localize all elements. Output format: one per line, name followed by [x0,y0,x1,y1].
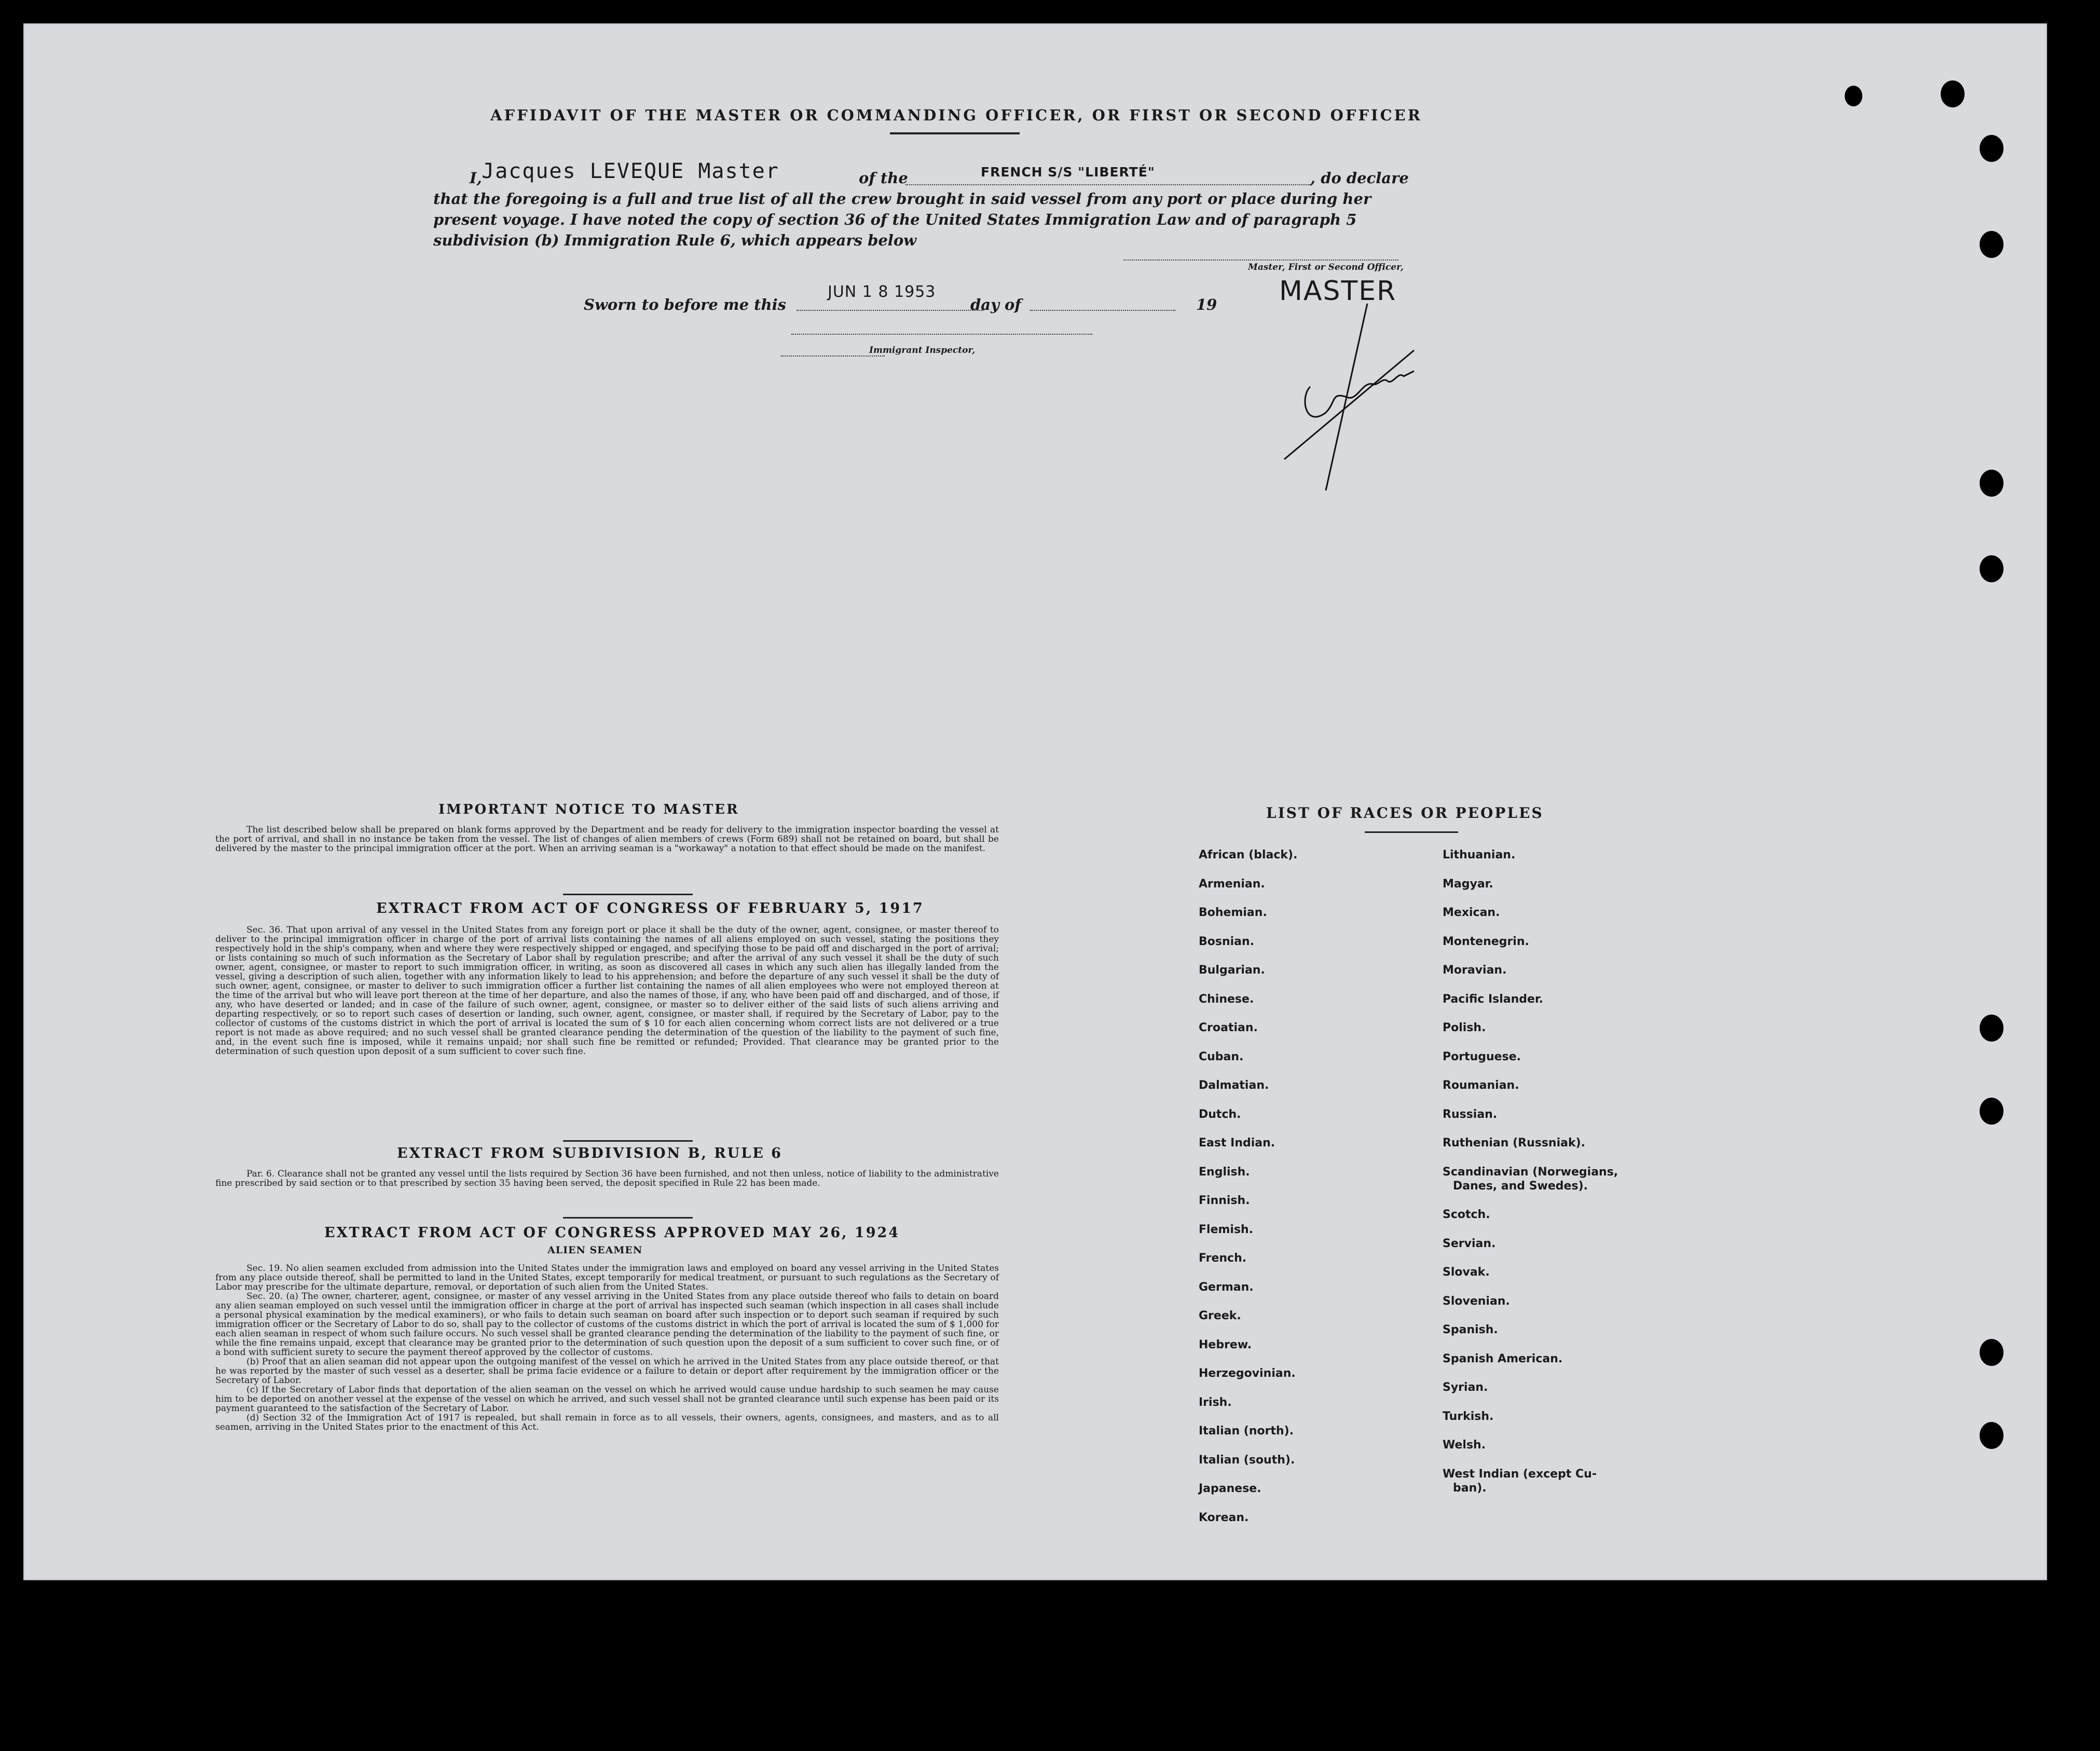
race-item: Herzegovinian. [1199,1367,1296,1380]
declaration-line-2: that the foregoing is a full and true list of all the crew brought in said vessel from any port or place during her [433,190,1371,208]
race-item: English. [1199,1165,1250,1179]
race-item: German. [1199,1280,1254,1294]
race-item: Flemish. [1199,1223,1254,1236]
punch-hole [1980,470,2003,497]
race-item: Magyar. [1443,877,1493,891]
race-item: Italian (south). [1199,1453,1295,1467]
extract-1924-paragraph: Sec. 19. No alien seamen excluded from admission into the United States under the immigration laws and employed on board any vessel arriving in the United States from any place outside thereof, shall be permitted to land in the United States, except temporarily for medical treatment, or pursuant to such regulations as the Secretary of Labor may prescribe for the ultimate departure, removal, or deportation of such alien from the United States. [215,1263,999,1292]
typed-master-name: Jacques LEVEQUE Master [482,159,779,183]
extract-1924-paragraph: (b) Proof that an alien seaman did not appear upon the outgoing manifest of the vessel on which he arrived in the United States from any place outside thereof, or that he was reported by the master of such vessel as a deserter, shall be prima facie evidence or a failure to detain or deport after requirement by the immigration officer or the Secretary of Labor. [215,1357,999,1386]
race-item: Montenegrin. [1443,935,1529,948]
punch-hole [1980,1098,2003,1125]
race-item: African (black). [1199,849,1298,861]
race-item: Chinese. [1199,992,1254,1006]
race-item: Turkish. [1443,1410,1494,1423]
day-of-label: day of [970,296,1021,313]
year-prefix: 19 [1196,296,1217,313]
of-the-label: of the [859,169,908,187]
sworn-label: Sworn to before me this [584,296,786,313]
race-item: Syrian. [1443,1381,1488,1394]
declaration-line-3: present voyage. I have noted the copy of section 36 of the United States Immigration Law and of paragraph 5 [433,211,1357,228]
punch-hole [1941,80,1965,107]
race-item: Dutch. [1199,1107,1241,1121]
master-signature [1258,293,1435,490]
punch-hole [1980,1339,2003,1366]
race-item: Slovak. [1443,1266,1490,1279]
extract-1924-body [215,1264,999,1432]
inspector-signature-line [791,334,1092,335]
extract-1924-paragraph: (d) Section 32 of the Immigration Act of 1917 is repealed, but shall remain in force as to all vessels, their owners, agents, consignees, and masters, and as to all seamen, arriving in the United States prior to the enactment of this Act. [215,1413,999,1432]
punch-hole [1980,1015,2003,1042]
race-item: Bohemian. [1199,906,1267,919]
race-item: Roumanian. [1443,1079,1519,1092]
extract-1924-paragraph: (c) If the Secretary of Labor finds that deportation of the alien seaman on the vessel on which he arrived would cause undue hardship to such seamen he may cause him to be deported on another vessel at the expense of the vessel on which he arrived, and such vessel shall not be granted clearance until such expense has been paid or its payment guaranteed to the satisfaction of the Secretary of Labor. [215,1385,999,1414]
race-item: Greek. [1199,1309,1241,1322]
race-item: Bosnian. [1199,935,1255,948]
rule6-heading: EXTRACT FROM SUBDIVISION B, RULE 6 [397,1145,783,1161]
race-item: Hebrew. [1199,1338,1252,1351]
race-item: Moravian. [1443,964,1507,977]
race-item: Pacific Islander. [1443,992,1544,1006]
race-item: East Indian. [1199,1137,1275,1150]
rule6-text: Par. 6. Clearance shall not be granted any vessel until the lists required by Section 36 have been furnished, and not then unless, notice of liability to the administrative fine prescribed by said section or to that prescribed by section 35 having been served, the deposit specified in Rule 22 has been made. [215,1169,999,1188]
race-item: Bulgarian. [1199,964,1265,977]
races-rule [1365,831,1458,833]
race-item: French. [1199,1252,1247,1265]
race-item: Japanese. [1199,1482,1261,1495]
extract-1917-rule [563,1140,693,1142]
race-item: Portuguese. [1443,1050,1521,1063]
extract-1924-paragraph: Sec. 20. (a) The owner, charterer, agent, consignee, or master of any vessel arriving in the United States from any place outside thereof who fails to detain on board any alien seaman employed on such vessel until the immigration officer in charge at the port of arrival has inspected such seaman (which inspection in all cases shall include a personal physical examination by the medical examiners), or who fails to detain such seaman on board after such inspection or to deport such seaman if required by such immigration officer or the Secretary of Labor to do so, shall pay to the collector of customs of the customs district in which the port of arrival is located the sum of $ 1,000 for each alien seaman in respect of whom such failure occurs. No such vessel shall be granted clearance pending the determination of the liability to the payment of such fine, or while the fine remains unpaid, except that clearance may be granted prior to the determination of such question upon the deposit of a sum sufficient to cover such fine, or of a bond with sufficient surety to secure the payment thereof approved by the collector of customs. [215,1291,999,1358]
master-stamp: MASTER [1279,276,1397,307]
rule6-rule [563,1217,693,1219]
punch-hole [1980,555,2003,582]
date-line [797,310,983,311]
punch-hole [1980,231,2003,258]
inspector-caption: Immigrant Inspector, [869,345,976,355]
punch-hole [1980,1422,2003,1449]
inspector-line [781,355,885,357]
race-item: Polish. [1443,1021,1486,1034]
races-heading: LIST OF RACES OR PEOPLES [1266,804,1544,822]
notice-heading: IMPORTANT NOTICE TO MASTER [438,802,739,817]
race-item: Ruthenian (Russniak). [1443,1137,1586,1150]
race-item: Irish. [1199,1396,1232,1409]
declaration-line-4: subdivision (b) Immigration Rule 6, which appears below [433,231,917,249]
do-declare-label: , do declare [1310,169,1409,187]
race-item: Lithuanian. [1443,849,1516,861]
race-item: ban). [1453,1481,1487,1495]
race-item: Spanish. [1443,1323,1498,1336]
pronoun: I, [470,169,482,187]
race-item: Cuban. [1199,1050,1244,1063]
race-item: Russian. [1443,1107,1498,1121]
race-item: Spanish American. [1443,1352,1563,1365]
vessel-name: FRENCH S/S "LIBERTÉ" [981,165,1155,180]
race-item: Mexican. [1443,906,1500,919]
race-item: Servian. [1443,1237,1496,1250]
race-item: Welsh. [1443,1439,1486,1452]
race-item: Scotch. [1443,1208,1490,1221]
race-item: Slovenian. [1443,1294,1510,1308]
heading-rule [890,132,1020,134]
officer-caption: Master, First or Second Officer, [1248,262,1404,272]
officer-line [1123,259,1398,261]
notice-text: The list described below shall be prepared on blank forms approved by the Department and be ready for delivery to the immigration inspector boarding the vessel at the port of arrival, and shall in no instance be taken from the vessel. The list of changes of alien members of crews (Form 689) shall not be retained on board, but shall be delivered by the master to the principal immigration officer at the port. When an arriving seaman is a "workaway" a notation to that effect should be made on the manifest. [215,825,999,854]
race-item: Scandinavian (Norwegians, [1443,1165,1618,1179]
month-line [1030,310,1175,311]
extract-1924-heading: EXTRACT FROM ACT OF CONGRESS APPROVED MAY 26, 1924 [324,1225,900,1241]
race-item: Finnish. [1199,1194,1250,1207]
date-stamp: JUN 1 8 1953 [828,283,936,301]
notice-rule [563,894,693,895]
punch-hole [1980,135,2003,162]
extract-1917-text: Sec. 36. That upon arrival of any vessel in the United States from any foreign port or place it shall be the duty of the owner, agent, consignee, or master thereof to deliver to the principal immigration officer in charge of the port of arrival lists containing the names of all aliens employed on such vessel, stating the positions they respectively hold in the ship's company, when and where they were respectively shipped or engaged, and specifying those to be paid off and discharged in the port of arrival; or lists containing so much of such information as the Secretary of Labor shall by regulation prescribe; and after the arrival of any such vessel it shall be the duty of such owner, agent, consignee, or master to report to such immigration officer, in writing, as soon as discovered all cases in which any such alien has illegally landed from the vessel, giving a description of such alien, together with any information likely to lead to his apprehension; and before the departure of any such vessel it shall be the duty of such owner, agent, consignee, or master to deliver to such immigration officer a further list containing the names of all alien employees who were not employed thereon at the time of the arrival but who will leave port thereon at the time of her departure, and also the names of those, if any, who have been paid off and discharged, and of those, if any, who have deserted or landed; and in case of the failure of such owner, agent, consignee, or master so to deliver either of the said lists of such aliens arriving and departing respectively, or so to report such cases of desertion or landing, such owner, agent, consignee, or master shall, if required by the Secretary of Labor, pay to the collector of customs of the customs district in which the port of arrival is located the sum of $ 10 for each alien concerning whom correct lists are not delivered or a true report is not made as above required; and no such vessel shall be granted clearance pending the determination of the question of the liability to the payment of such fine, and, in the event such fine is imposed, while it remains unpaid; nor shall such fine be remitted or refunded; Provided. That clearance may be granted prior to the determination of such question upon deposit of a sum sufficient to cover such fine. [215,925,999,1057]
race-item: West Indian (except Cu- [1443,1467,1597,1481]
race-item: Armenian. [1199,877,1265,891]
document-page [23,23,2047,1580]
punch-hole [1845,86,1862,106]
race-item: Croatian. [1199,1021,1258,1034]
vessel-line [905,184,1310,185]
extract-1917-heading: EXTRACT FROM ACT OF CONGRESS OF FEBRUARY 5, 1917 [376,900,924,916]
race-item: Dalmatian. [1199,1079,1269,1092]
race-item: Danes, and Swedes). [1453,1179,1588,1193]
alien-seamen-subheading: ALIEN SEAMEN [547,1244,643,1256]
race-item: Korean. [1199,1511,1249,1524]
affidavit-heading: AFFIDAVIT OF THE MASTER OR COMMANDING OFFICER, OR FIRST OR SECOND OFFICER [490,106,1422,124]
race-item: Italian (north). [1199,1425,1294,1438]
